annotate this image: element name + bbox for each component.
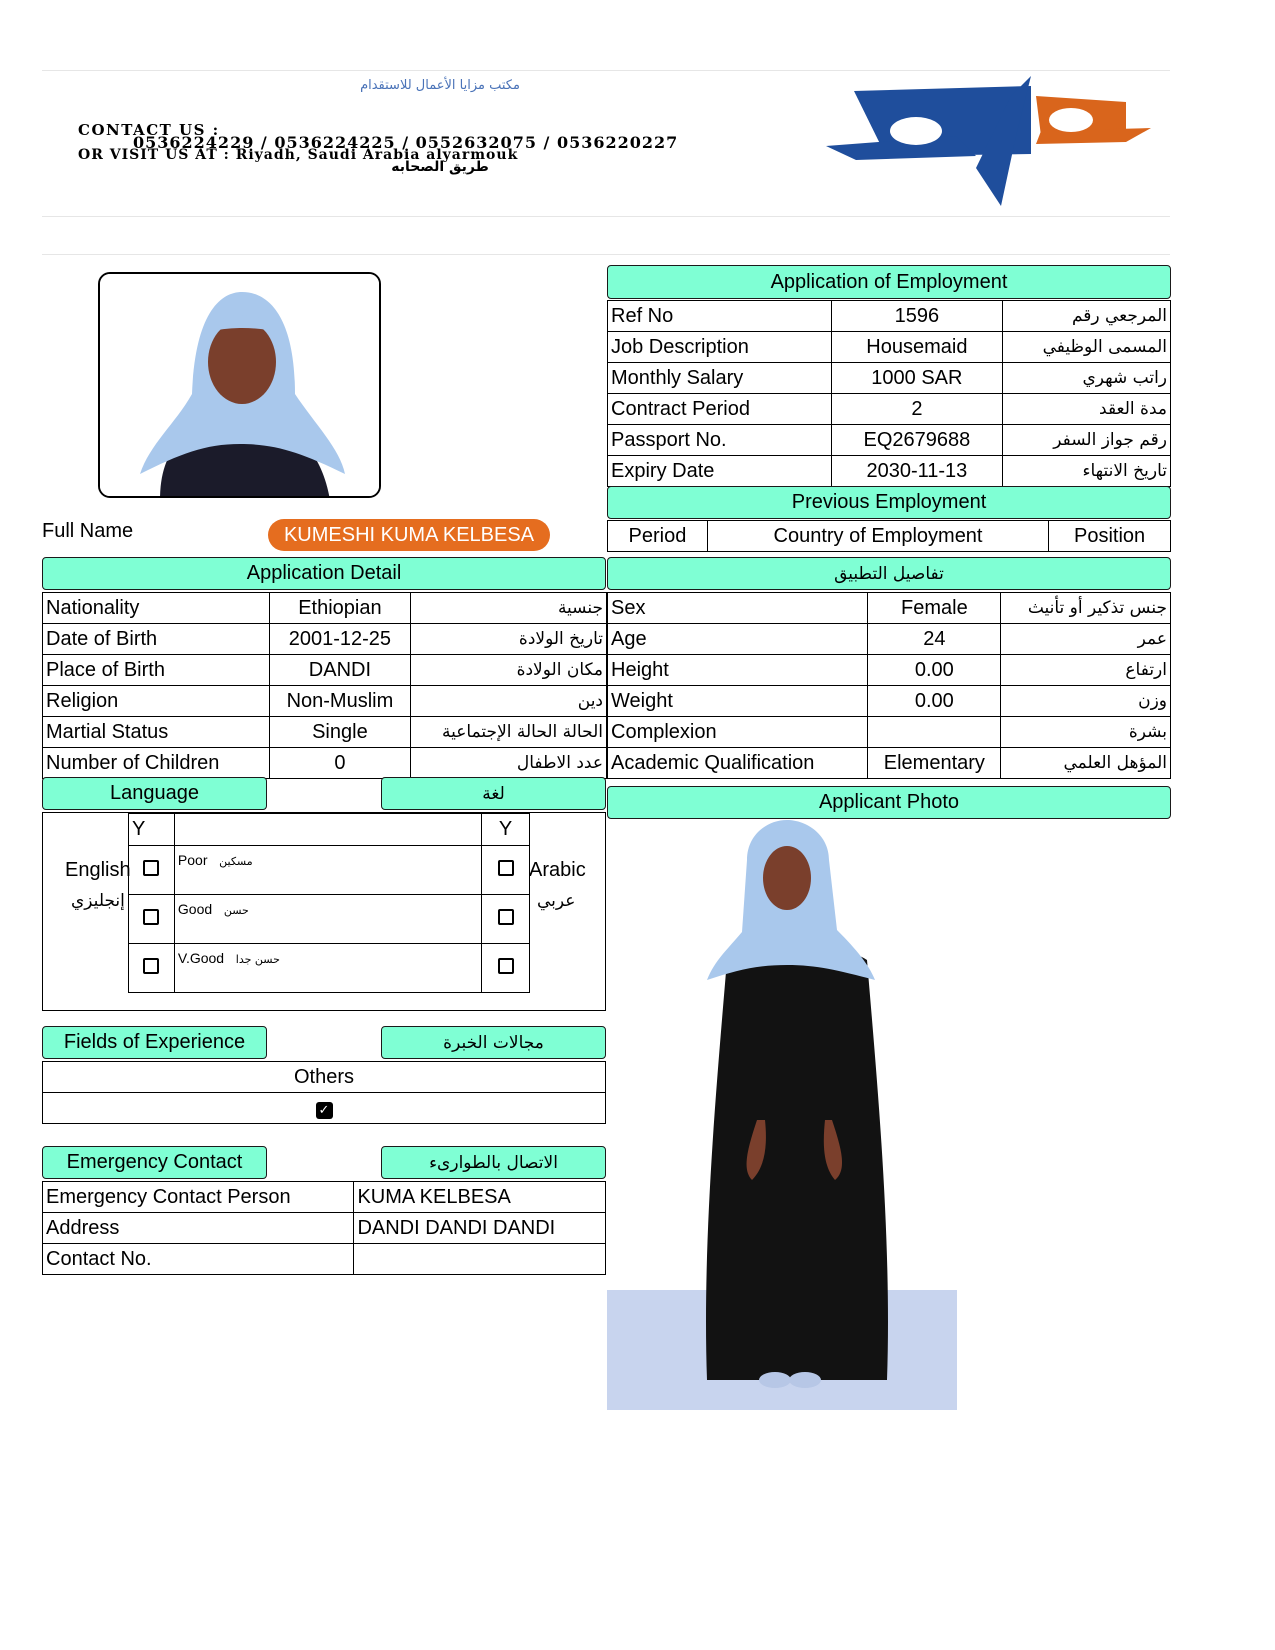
row-label: Date of Birth [43, 624, 270, 655]
detail-row [608, 624, 1171, 655]
row-value [354, 1244, 606, 1275]
row-value: 0.00 [868, 686, 1001, 717]
row-value: Elementary [868, 748, 1001, 779]
arabic-vgood-cell[interactable] [482, 944, 530, 993]
row-label-arabic: المرجعي رقم [1003, 301, 1171, 332]
experience-header-arabic: مجالات الخبرة [381, 1026, 606, 1059]
row-label-arabic: المسمى الوظيفي [1003, 332, 1171, 363]
row-label: Religion [43, 686, 270, 717]
row-label: Weight [608, 686, 868, 717]
row-value: 2 [831, 394, 1003, 425]
row-label-arabic: ارتفاع [1001, 655, 1171, 686]
column-header-position: Position [1049, 521, 1171, 552]
portrait-photo [98, 272, 381, 498]
english-poor-cell[interactable] [129, 846, 175, 895]
level-label-arabic: حسن [223, 904, 249, 917]
employment-table [607, 300, 1171, 487]
header-top-rule [42, 70, 1170, 71]
row-value [868, 717, 1001, 748]
row-label-arabic: بشرة [1001, 717, 1171, 748]
portrait-photo-graphic [100, 274, 381, 498]
others-checkbox-checked-icon[interactable]: ✓ [316, 1102, 333, 1119]
level-label-english: V.Good [177, 950, 225, 966]
detail-row [43, 655, 607, 686]
visit-address: OR VISIT US AT : Riyadh, Saudi Arabia alyarmouk [78, 147, 519, 163]
level-label-english: Poor [177, 852, 208, 868]
emergency-row [43, 1244, 606, 1275]
row-value: Non-Muslim [269, 686, 411, 717]
header-bottom-rule [42, 216, 1170, 217]
row-label-arabic: الحالة الحالة الإجتماعية [411, 717, 607, 748]
employment-row [608, 332, 1171, 363]
employment-row [608, 363, 1171, 394]
experience-check-row [43, 1093, 606, 1124]
row-value: DANDI [269, 655, 411, 686]
arabic-good-cell[interactable] [482, 895, 530, 944]
column-header-period: Period [608, 521, 708, 552]
row-label: Sex [608, 593, 868, 624]
company-logo [826, 76, 1156, 208]
row-label: Place of Birth [43, 655, 270, 686]
row-label-arabic: رقم جواز السفر [1003, 425, 1171, 456]
level-label-arabic: مسكين [219, 855, 253, 868]
row-label: Height [608, 655, 868, 686]
language-box [42, 812, 606, 1011]
level-label [174, 944, 481, 993]
row-value: 0 [269, 748, 411, 779]
row-label: Nationality [43, 593, 270, 624]
experience-field-label: Others [43, 1062, 606, 1093]
applicant-full-photo [607, 820, 957, 1410]
detail-row [608, 593, 1171, 624]
logo-white-oval-right [1049, 108, 1093, 132]
previous-employment-header-row [608, 521, 1171, 552]
arabic-poor-checkbox[interactable] [498, 860, 514, 876]
employment-header: Application of Employment [607, 265, 1171, 299]
column-header-country: Country of Employment [707, 521, 1048, 552]
row-value: 24 [868, 624, 1001, 655]
detail-row [608, 717, 1171, 748]
row-label: Job Description [608, 332, 832, 363]
english-good-checkbox[interactable] [143, 909, 159, 925]
detail-row [608, 655, 1171, 686]
row-label: Ref No [608, 301, 832, 332]
english-label-arabic: إنجليزي [71, 891, 125, 911]
arabic-good-checkbox[interactable] [498, 909, 514, 925]
experience-table [42, 1061, 606, 1124]
language-level-row [129, 846, 530, 895]
detail-row [608, 686, 1171, 717]
previous-employment-header: Previous Employment [607, 486, 1171, 519]
emergency-table [42, 1181, 606, 1275]
row-label-arabic: راتب شهري [1003, 363, 1171, 394]
full-name-badge: KUMESHI KUMA KELBESA [268, 519, 550, 551]
row-label: Martial Status [43, 717, 270, 748]
row-label: Complexion [608, 717, 868, 748]
row-label-arabic: تاريخ الولادة [411, 624, 607, 655]
row-label: Age [608, 624, 868, 655]
employment-row [608, 456, 1171, 487]
row-label-arabic: جنس تذكير أو تأنيث [1001, 593, 1171, 624]
row-label: Academic Qualification [608, 748, 868, 779]
language-level-table [128, 813, 530, 993]
arabic-y-header: Y [482, 814, 530, 846]
row-label-arabic: وزن [1001, 686, 1171, 717]
level-label [174, 895, 481, 944]
english-vgood-checkbox[interactable] [143, 958, 159, 974]
row-label-arabic: المؤهل العلمي [1001, 748, 1171, 779]
detail-row [43, 717, 607, 748]
detail-row [608, 748, 1171, 779]
employment-row [608, 394, 1171, 425]
row-value: Female [868, 593, 1001, 624]
row-label: Emergency Contact Person [43, 1182, 354, 1213]
language-column-header-row [129, 814, 530, 846]
experience-header: Fields of Experience [42, 1026, 267, 1059]
logo-white-oval-left [890, 117, 942, 145]
language-header: Language [42, 777, 267, 810]
street-arabic: طريق الصحابه [391, 159, 489, 175]
level-label-english: Good [177, 901, 213, 917]
experience-label-row [43, 1062, 606, 1093]
row-value: Ethiopian [269, 593, 411, 624]
row-value: 1000 SAR [831, 363, 1003, 394]
row-label: Monthly Salary [608, 363, 832, 394]
level-label-arabic: حسن جدا [235, 953, 280, 966]
row-value: 2001-12-25 [269, 624, 411, 655]
row-label: Expiry Date [608, 456, 832, 487]
arabic-label: Arabic [529, 859, 586, 881]
english-y-header: Y [129, 814, 175, 846]
row-label-arabic: عدد الاطفال [411, 748, 607, 779]
row-label: Address [43, 1213, 354, 1244]
detail-row [43, 624, 607, 655]
application-detail-header: Application Detail [42, 557, 606, 590]
arabic-vgood-checkbox[interactable] [498, 958, 514, 974]
row-value: KUMA KELBESA [354, 1182, 606, 1213]
emergency-header: Emergency Contact [42, 1146, 267, 1179]
emergency-header-arabic: الاتصال بالطوارىء [381, 1146, 606, 1179]
detail-row [43, 593, 607, 624]
content-top-rule [42, 254, 1170, 255]
application-detail-header-arabic: تفاصيل التطبيق [607, 557, 1171, 590]
office-name-arabic: مكتب مزايا الأعمال للاستقدام [360, 78, 520, 93]
english-good-cell[interactable] [129, 895, 175, 944]
contact-phones: 0536224229 / 0536224225 / 0552632075 / 0536220227 [133, 133, 679, 152]
application-detail-left-table [42, 592, 607, 779]
row-label-arabic: جنسية [411, 593, 607, 624]
row-label: Contract Period [608, 394, 832, 425]
row-label: Number of Children [43, 748, 270, 779]
row-value: 1596 [831, 301, 1003, 332]
employment-row [608, 301, 1171, 332]
language-level-row [129, 895, 530, 944]
experience-field-check-cell[interactable] [43, 1093, 606, 1124]
row-label: Passport No. [608, 425, 832, 456]
row-label-arabic: دين [411, 686, 607, 717]
row-label-arabic: تاريخ الانتهاء [1003, 456, 1171, 487]
level-label [174, 846, 481, 895]
english-label: English [65, 859, 131, 881]
row-value: Single [269, 717, 411, 748]
application-detail-right-table [607, 592, 1171, 779]
arabic-label-arabic: عربي [537, 891, 576, 911]
emergency-row [43, 1213, 606, 1244]
row-value: 2030-11-13 [831, 456, 1003, 487]
detail-row [43, 748, 607, 779]
english-vgood-cell[interactable] [129, 944, 175, 993]
row-label: Contact No. [43, 1244, 354, 1275]
row-value: 0.00 [868, 655, 1001, 686]
row-value: EQ2679688 [831, 425, 1003, 456]
contact-label: CONTACT US : [78, 121, 220, 139]
applicant-full-photo-graphic [607, 820, 957, 1410]
detail-row [43, 686, 607, 717]
full-name-label: Full Name [42, 520, 134, 542]
row-label-arabic: عمر [1001, 624, 1171, 655]
language-header-arabic: لغة [381, 777, 606, 810]
applicant-photo-header: Applicant Photo [607, 786, 1171, 819]
level-column-header [174, 814, 481, 846]
employment-row [608, 425, 1171, 456]
row-label-arabic: مكان الولادة [411, 655, 607, 686]
english-poor-checkbox[interactable] [143, 860, 159, 876]
emergency-row [43, 1182, 606, 1213]
arabic-poor-cell[interactable] [482, 846, 530, 895]
row-value: DANDI DANDI DANDI [354, 1213, 606, 1244]
previous-employment-table [607, 520, 1171, 552]
row-label-arabic: مدة العقد [1003, 394, 1171, 425]
language-level-row [129, 944, 530, 993]
row-value: Housemaid [831, 332, 1003, 363]
